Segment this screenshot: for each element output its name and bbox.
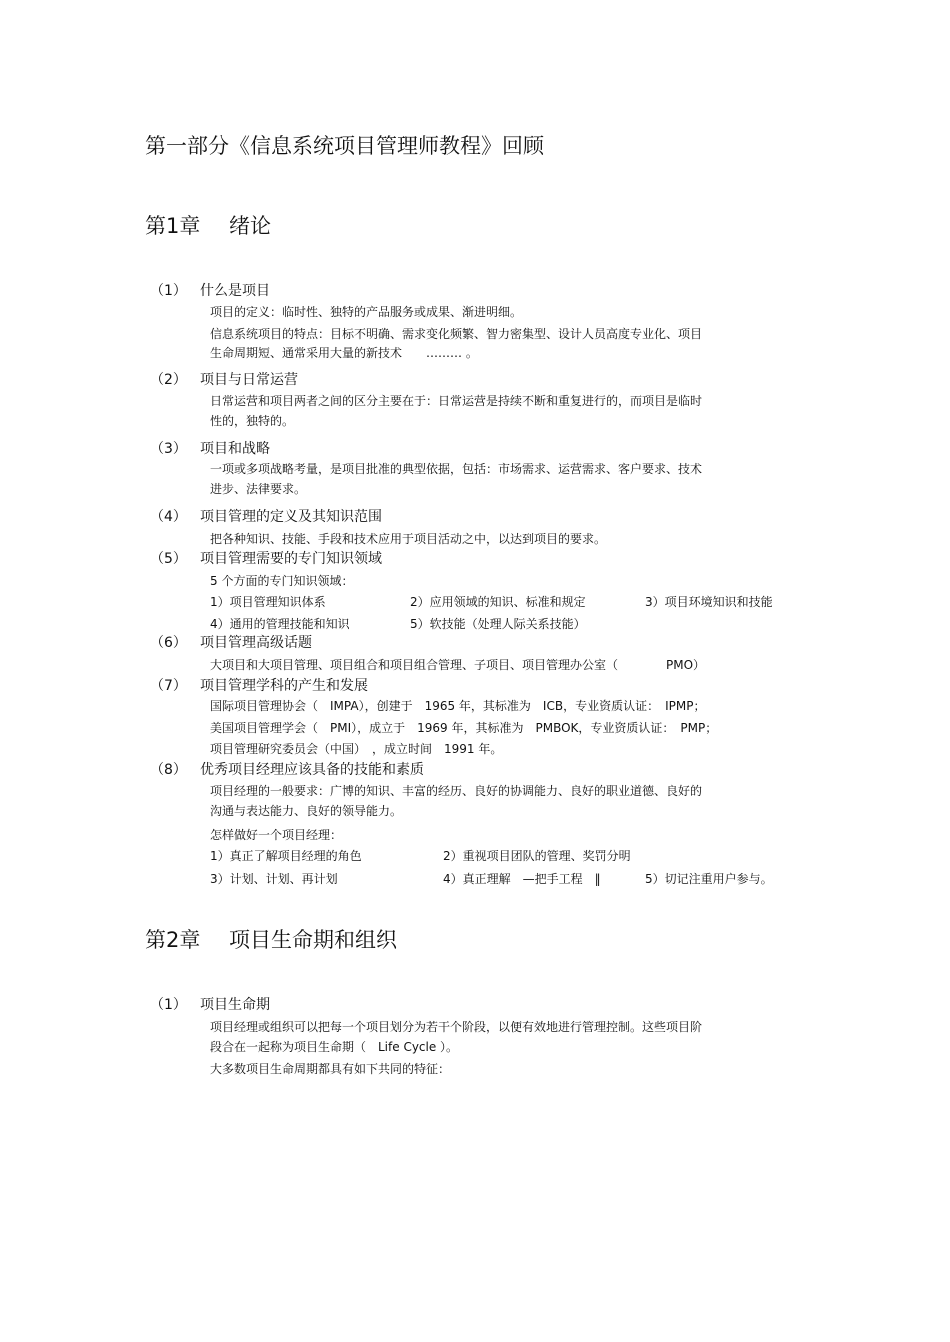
paragraph-line: 项目的定义：临时性、独特的产品服务或成果、渐进明细。 bbox=[210, 305, 523, 319]
section-title: 项目与日常运营 bbox=[200, 372, 298, 388]
chapter-2-heading bbox=[145, 926, 397, 954]
section-number: （2） bbox=[150, 372, 187, 388]
section-heading bbox=[150, 761, 424, 779]
paragraph-line: 项目经理的一般要求：广博的知识、丰富的经历、良好的协调能力、良好的职业道德、良好的 bbox=[210, 784, 703, 798]
section-title: 项目管理需要的专门知识领域 bbox=[200, 551, 382, 567]
section-number: （1） bbox=[150, 997, 187, 1013]
section-number: （4） bbox=[150, 509, 187, 525]
chapter-1-heading bbox=[145, 212, 271, 240]
section-number: （6） bbox=[150, 635, 187, 651]
section-number: （3） bbox=[150, 441, 187, 457]
section-title: 项目管理的定义及其知识范围 bbox=[200, 509, 382, 525]
part-title: 第一部分《信息系统项目管理师教程》回顾 bbox=[145, 134, 544, 158]
section-heading bbox=[150, 996, 270, 1014]
paragraph-line: 美国项目管理学会（ PMI），成立于 1969 年，其标准为 PMBOK，专业资质认证： PMP； bbox=[210, 721, 718, 735]
paragraph-line: 段合在一起称为项目生命期（ Life Cycle ）。 bbox=[210, 1040, 459, 1054]
list-item: 4）真正理解 —把手工程 ‖ bbox=[443, 872, 601, 886]
paragraph-line: 一项或多项战略考量，是项目批准的典型依据，包括：市场需求、运营需求、客户要求、技术 bbox=[210, 462, 703, 476]
list-item: 2）重视项目团队的管理、奖罚分明 bbox=[443, 849, 631, 863]
list-item: 5）切记注重用户参与。 bbox=[645, 872, 773, 886]
paragraph-line: 信息系统项目的特点：目标不明确、需求变化频繁、智力密集型、设计人员高度专业化、项目 bbox=[210, 327, 703, 341]
paragraph-line: 生命周期短、通常采用大量的新技术 ……… 。 bbox=[210, 346, 478, 360]
section-title: 优秀项目经理应该具备的技能和素质 bbox=[200, 762, 424, 778]
list-item: 3）项目环境知识和技能 bbox=[645, 595, 773, 609]
chapter-title: 项目生命期和组织 bbox=[229, 928, 397, 952]
paragraph-line: 大项目和大项目管理、项目组合和项目组合管理、子项目、项目管理办公室（ PMO） bbox=[210, 658, 706, 672]
list-item: 1）真正了解项目经理的角色 bbox=[210, 849, 362, 863]
section-number: （1） bbox=[150, 283, 187, 299]
section-heading bbox=[150, 634, 312, 652]
section-title: 什么是项目 bbox=[200, 283, 270, 299]
section-heading bbox=[150, 550, 382, 568]
section-heading bbox=[150, 282, 270, 300]
paragraph-line: 国际项目管理协会（ IMPA），创建于 1965 年，其标准为 ICB，专业资质认证： IPMP； bbox=[210, 699, 706, 713]
chapter-number: 第2章 bbox=[145, 928, 201, 952]
paragraph-line: 性的，独特的。 bbox=[210, 414, 295, 428]
paragraph-line: 日常运营和项目两者之间的区分主要在于：日常运营是持续不断和重复进行的，而项目是临时 bbox=[210, 394, 703, 408]
section-title: 项目管理学科的产生和发展 bbox=[200, 678, 368, 694]
section-title: 项目生命期 bbox=[200, 997, 270, 1013]
chapter-title: 绪论 bbox=[229, 214, 271, 238]
paragraph-line: 沟通与表达能力、良好的领导能力。 bbox=[210, 804, 403, 818]
section-number: （5） bbox=[150, 551, 187, 567]
paragraph-line: 进步、法律要求。 bbox=[210, 482, 307, 496]
paragraph-line: 项目管理研究委员会（中国） ，成立时间 1991 年。 bbox=[210, 742, 503, 756]
section-number: （8） bbox=[150, 762, 187, 778]
paragraph-line: 大多数项目生命周期都具有如下共同的特征： bbox=[210, 1062, 451, 1076]
section-heading bbox=[150, 677, 368, 695]
list-item: 3）计划、计划、再计划 bbox=[210, 872, 338, 886]
paragraph-line: 怎样做好一个项目经理： bbox=[210, 828, 343, 842]
section-heading bbox=[150, 371, 298, 389]
section-title: 项目管理高级话题 bbox=[200, 635, 312, 651]
section-number: （7） bbox=[150, 678, 187, 694]
chapter-number: 第1章 bbox=[145, 214, 201, 238]
list-item: 5）软技能（处理人际关系技能） bbox=[410, 617, 586, 631]
list-item: 1）项目管理知识体系 bbox=[210, 595, 326, 609]
section-heading bbox=[150, 440, 270, 458]
list-item: 4）通用的管理技能和知识 bbox=[210, 617, 350, 631]
section-heading bbox=[150, 508, 382, 526]
list-item: 2）应用领域的知识、标准和规定 bbox=[410, 595, 586, 609]
paragraph-line: 5 个方面的专门知识领域： bbox=[210, 574, 354, 588]
paragraph-line: 把各种知识、技能、手段和技术应用于项目活动之中，以达到项目的要求。 bbox=[210, 532, 607, 546]
section-title: 项目和战略 bbox=[200, 441, 270, 457]
paragraph-line: 项目经理或组织可以把每一个项目划分为若干个阶段，以便有效地进行管理控制。这些项目阶 bbox=[210, 1020, 703, 1034]
